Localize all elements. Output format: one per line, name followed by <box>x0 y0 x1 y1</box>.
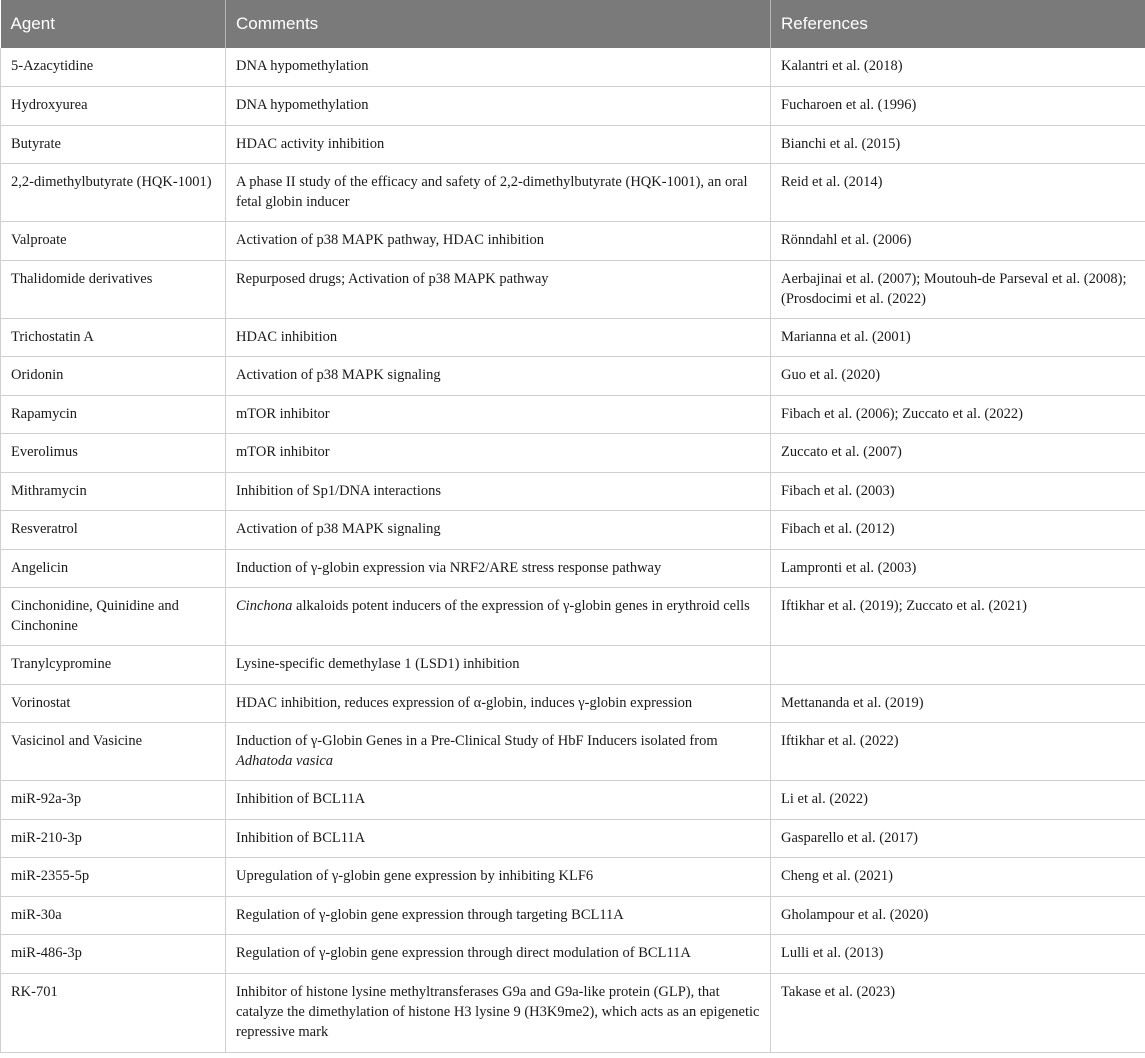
comments-cell: Regulation of γ-globin gene expression through targeting BCL11A <box>226 896 771 935</box>
agent-cell: miR-486-3p <box>1 935 226 974</box>
table-row <box>1 87 1145 126</box>
agent-cell: Thalidomide derivatives <box>1 260 226 318</box>
references-cell: Lulli et al. (2013) <box>771 935 1145 974</box>
references-cell: Fibach et al. (2003) <box>771 472 1145 511</box>
table-row <box>1 684 1145 723</box>
table-row <box>1 588 1145 646</box>
agent-cell: Valproate <box>1 222 226 261</box>
table-row <box>1 549 1145 588</box>
comments-cell: Activation of p38 MAPK signaling <box>226 511 771 550</box>
agent-cell: Hydroxyurea <box>1 87 226 126</box>
table-row <box>1 819 1145 858</box>
comments-cell: DNA hypomethylation <box>226 87 771 126</box>
references-cell: Bianchi et al. (2015) <box>771 125 1145 164</box>
agent-cell: 2,2-dimethylbutyrate (HQK-1001) <box>1 164 226 222</box>
comments-cell: Inhibition of BCL11A <box>226 781 771 820</box>
references-cell: Gasparello et al. (2017) <box>771 819 1145 858</box>
comments-cell: Inhibition of BCL11A <box>226 819 771 858</box>
comments-cell: HDAC inhibition <box>226 318 771 357</box>
references-cell: Lampronti et al. (2003) <box>771 549 1145 588</box>
agent-cell: Trichostatin A <box>1 318 226 357</box>
table-row <box>1 260 1145 318</box>
references-cell: Iftikhar et al. (2019); Zuccato et al. (2021) <box>771 588 1145 646</box>
comments-cell: Lysine-specific demethylase 1 (LSD1) inhibition <box>226 646 771 685</box>
references-cell: Guo et al. (2020) <box>771 357 1145 396</box>
table-row <box>1 48 1145 87</box>
comments-cell: Inhibitor of histone lysine methyltransferases G9a and G9a-like protein (GLP), that catalyze the dimethylation of histone H3 lysine 9 (H3K9me2), which acts as an epigenetic repressive mark <box>226 973 771 1052</box>
table-row <box>1 434 1145 473</box>
references-cell: Cheng et al. (2021) <box>771 858 1145 897</box>
comments-cell: A phase II study of the efficacy and safety of 2,2-dimethylbutyrate (HQK-1001), an oral fetal globin inducer <box>226 164 771 222</box>
table-row <box>1 935 1145 974</box>
references-cell: Li et al. (2022) <box>771 781 1145 820</box>
table-row <box>1 318 1145 357</box>
column-header-references: References <box>771 0 1145 48</box>
agent-cell: Butyrate <box>1 125 226 164</box>
table-header <box>1 0 1145 48</box>
agent-cell: Rapamycin <box>1 395 226 434</box>
comments-cell: Inhibition of Sp1/DNA interactions <box>226 472 771 511</box>
references-cell: Gholampour et al. (2020) <box>771 896 1145 935</box>
agent-cell: Resveratrol <box>1 511 226 550</box>
table-row <box>1 125 1145 164</box>
comments-cell <box>226 588 771 646</box>
references-cell <box>771 646 1145 685</box>
references-cell: Takase et al. (2023) <box>771 973 1145 1052</box>
comments-cell: DNA hypomethylation <box>226 48 771 87</box>
agent-cell: Oridonin <box>1 357 226 396</box>
references-cell: Marianna et al. (2001) <box>771 318 1145 357</box>
table-row <box>1 646 1145 685</box>
agent-cell: Mithramycin <box>1 472 226 511</box>
comments-cell: mTOR inhibitor <box>226 434 771 473</box>
table-row <box>1 357 1145 396</box>
comments-italic-text: Cinchona <box>236 598 293 614</box>
table-row <box>1 511 1145 550</box>
comments-cell: Repurposed drugs; Activation of p38 MAPK pathway <box>226 260 771 318</box>
table-row <box>1 781 1145 820</box>
agent-cell: miR-92a-3p <box>1 781 226 820</box>
comments-cell: Upregulation of γ-globin gene expression by inhibiting KLF6 <box>226 858 771 897</box>
table-body <box>1 48 1145 1052</box>
comments-cell: Activation of p38 MAPK pathway, HDAC inhibition <box>226 222 771 261</box>
references-cell: Mettananda et al. (2019) <box>771 684 1145 723</box>
table-row <box>1 896 1145 935</box>
agent-cell: Vasicinol and Vasicine <box>1 723 226 781</box>
comments-text: Induction of γ-Globin Genes in a Pre-Clinical Study of HbF Inducers isolated from <box>236 733 718 749</box>
references-cell: Zuccato et al. (2007) <box>771 434 1145 473</box>
comments-cell: HDAC inhibition, reduces expression of α-globin, induces γ-globin expression <box>226 684 771 723</box>
references-cell: Reid et al. (2014) <box>771 164 1145 222</box>
comments-cell <box>226 723 771 781</box>
column-header-comments: Comments <box>226 0 771 48</box>
references-cell: Fibach et al. (2012) <box>771 511 1145 550</box>
references-cell: Kalantri et al. (2018) <box>771 48 1145 87</box>
table-row <box>1 472 1145 511</box>
agent-cell: Everolimus <box>1 434 226 473</box>
agent-cell: miR-30a <box>1 896 226 935</box>
agent-cell: 5-Azacytidine <box>1 48 226 87</box>
agent-cell: Angelicin <box>1 549 226 588</box>
references-cell: Fucharoen et al. (1996) <box>771 87 1145 126</box>
table-row <box>1 395 1145 434</box>
table-row <box>1 858 1145 897</box>
references-cell: Fibach et al. (2006); Zuccato et al. (2022) <box>771 395 1145 434</box>
comments-text: alkaloids potent inducers of the expression of γ-globin genes in erythroid cells <box>292 598 750 614</box>
comments-cell: HDAC activity inhibition <box>226 125 771 164</box>
column-header-agent: Agent <box>1 0 226 48</box>
comments-cell: Induction of γ-globin expression via NRF2/ARE stress response pathway <box>226 549 771 588</box>
references-cell: Aerbajinai et al. (2007); Moutouh-de Parseval et al. (2008); (Prosdocimi et al. (2022) <box>771 260 1145 318</box>
agent-cell: Vorinostat <box>1 684 226 723</box>
table-row <box>1 723 1145 781</box>
references-cell: Rönndahl et al. (2006) <box>771 222 1145 261</box>
comments-italic-text: Adhatoda vasica <box>236 753 334 769</box>
table-row <box>1 222 1145 261</box>
comments-cell: Regulation of γ-globin gene expression through direct modulation of BCL11A <box>226 935 771 974</box>
agent-cell: RK-701 <box>1 973 226 1052</box>
references-cell: Iftikhar et al. (2022) <box>771 723 1145 781</box>
comments-cell: mTOR inhibitor <box>226 395 771 434</box>
agent-cell: Tranylcypromine <box>1 646 226 685</box>
table-row <box>1 973 1145 1052</box>
agent-cell: miR-2355-5p <box>1 858 226 897</box>
agent-cell: miR-210-3p <box>1 819 226 858</box>
comments-cell: Activation of p38 MAPK signaling <box>226 357 771 396</box>
table-row <box>1 164 1145 222</box>
agent-cell: Cinchonidine, Quinidine and Cinchonine <box>1 588 226 646</box>
